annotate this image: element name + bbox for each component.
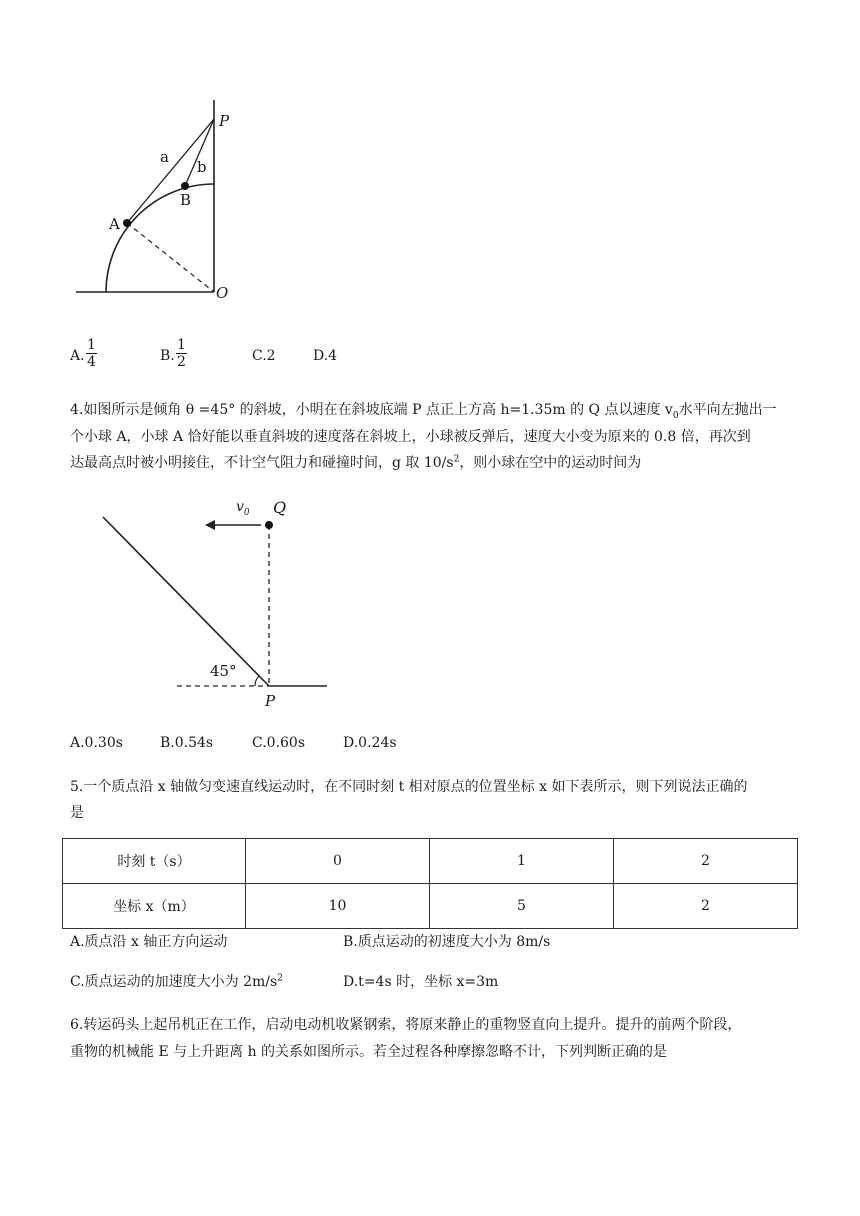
table-cell: 1	[430, 839, 614, 884]
velocity-arrow-head	[205, 520, 215, 530]
label-a-string: a	[160, 148, 169, 166]
ball-b	[181, 182, 189, 190]
q4-line-3-tail: ，则小球在空中的运动时间为	[459, 455, 642, 471]
label-p-slope: P	[265, 692, 276, 710]
label-v0	[236, 499, 250, 518]
table-cell: 时刻 t（s）	[63, 839, 246, 884]
table-cell: 5	[430, 884, 614, 929]
q5-data-table	[62, 838, 798, 929]
q4-option-b: B.0.54s	[160, 735, 214, 751]
q4-line-3-sup: 2	[453, 454, 460, 465]
q6-line-2: 重物的机械能 E 与上升距离 h 的关系如图所示。若全过程各种摩擦忽略不计，下列判断正确的是	[70, 1044, 668, 1060]
q4-line-3-text: 达最高点时被小明接住，不计空气阻力和碰撞时间，g 取 10/s	[70, 455, 454, 471]
q5-option-d: D.t=4s 时，坐标 x=3m	[343, 974, 499, 990]
label-v-sub: 0	[243, 507, 250, 518]
q3-option-d: D.4	[313, 348, 338, 364]
q3-option-a-numerator: 1	[87, 337, 96, 353]
q3-option-b-denominator: 2	[177, 354, 186, 370]
label-v: v	[236, 499, 244, 515]
table-row	[63, 884, 798, 929]
table-cell: 2	[614, 839, 798, 884]
q5-option-c-sup: 2	[277, 973, 283, 984]
q5-option-b: B.质点运动的初速度大小为 8m/s	[343, 934, 551, 950]
q5-option-c	[70, 971, 283, 991]
ball-q	[265, 521, 273, 529]
slope-line	[103, 517, 269, 686]
quarter-arc	[106, 184, 214, 292]
label-a-ball: A	[109, 215, 120, 233]
q3-option-b-numerator: 1	[177, 337, 186, 353]
q4-option-c: C.0.60s	[252, 735, 306, 751]
label-b-string: b	[197, 158, 207, 176]
label-p: P	[219, 112, 230, 130]
label-b-ball: B	[180, 191, 192, 209]
q5-option-a: A.质点沿 x 轴正方向运动	[70, 934, 228, 950]
q4-line-2: 个小球 A，小球 A 恰好能以垂直斜坡的速度落在斜坡上，小球被反弹后，速度大小变为原来的 0.8 倍，再次到	[70, 429, 751, 445]
q4-option-d: D.0.24s	[343, 735, 397, 751]
q5-option-c-text: C.质点运动的加速度大小为 2m/s	[70, 974, 278, 990]
q6-line-1: 6.转运码头上起吊机正在工作，启动电动机收紧钢索，将原来静止的重物竖直向上提升。提升的前两个阶段，	[70, 1017, 742, 1033]
label-o: O	[216, 284, 229, 302]
q3-option-b-fraction	[176, 337, 187, 370]
dashed-radius-oa	[127, 223, 214, 292]
q3-option-a-prefix: A.	[70, 348, 85, 364]
q4-line-1-text: 4.如图所示是倾角 θ =45° 的斜坡，小明在在斜坡底端 P 点正上方高 h=1.35m 的 Q 点以速度 v	[70, 402, 673, 418]
q3-option-c: C.2	[252, 348, 276, 364]
table-row	[63, 839, 798, 884]
label-angle: 45°	[210, 662, 237, 680]
label-q: Q	[273, 498, 287, 517]
q4-line-1-tail: 水平向左抛出一	[678, 402, 777, 418]
q3-option-a-denominator: 4	[87, 354, 96, 370]
ball-a	[123, 219, 131, 227]
table-cell: 坐标 x（m）	[63, 884, 246, 929]
q4-line-3	[70, 452, 641, 472]
q5-line-2: 是	[70, 805, 84, 821]
q4-line-1	[70, 399, 777, 421]
q4-line-1-sub: 0	[672, 410, 679, 421]
table-cell: 0	[246, 839, 430, 884]
q4-option-a: A.0.30s	[70, 735, 123, 751]
angle-arc	[255, 676, 259, 686]
table-cell: 2	[614, 884, 798, 929]
q3-option-b-prefix: B.	[160, 348, 175, 364]
table-cell: 10	[246, 884, 430, 929]
q5-line-1: 5.一个质点沿 x 轴做匀变速直线运动时，在不同时刻 t 相对原点的位置坐标 x 如下表所示，则下列说法正确的	[70, 779, 748, 795]
q3-option-a-fraction	[86, 337, 97, 370]
